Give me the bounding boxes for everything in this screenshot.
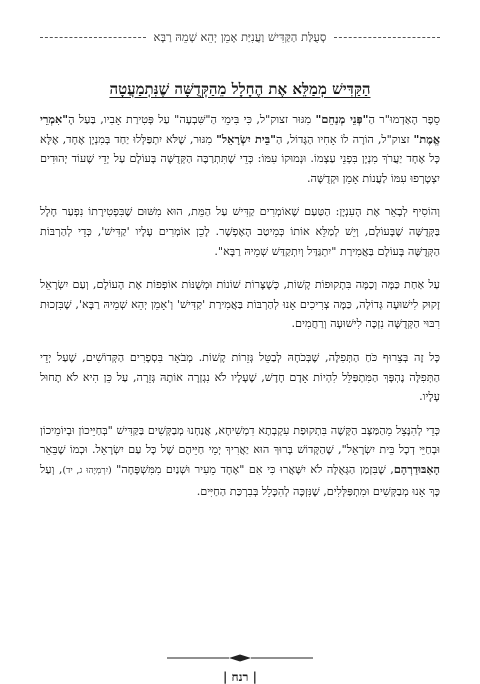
section-title: הַקַּדִּישׁ מְמַלֵּא אֶת הֶחָלָל מֵהַקְּדֻשָּׁה שֶׁנִּתְמַעֲטָה [109, 80, 371, 98]
p1-book-name-2: "אִמְרֵי אֱמֶת" [40, 112, 441, 146]
p1-text-1: סֵפֶר הָאַדְמוּ"ר הַ [368, 113, 440, 126]
running-head-text: סְעֻלַּת הַקַּדִּישׁ וַעֲנִיַּת אָמֵן יְהֵא שְׁמֵהּ רַבָּא [153, 30, 327, 44]
paragraph-2: וְהוֹסִיף לְבָאֵר אֶת הָעִנְיָן: הַטַּעַם שֶׁאוֹמְרִים קַדִּישׁ עַל הַמֵּת, הוּא מִשּׁוּם שֶׁבִּפְטִירָתוֹ נִפְעַר חָלָל בַּקְּדֻשָּׁה שֶׁבָּעוֹלָם, וְיֵשׁ לְמַלֵּא אוֹתוֹ כְּמֵיטַב הָאֶפְשָׁר. לָכֵן אוֹמְרִים עָלָיו 'קַדִּישׁ', כְּדֵי לְהַרְבּוֹת הַקְּדֻשָּׁה בָּעוֹלָם בַּאֲמִירַת "יִתְגַּדַּל וְיִתְקַדַּשׁ שְׁמֵיהּ רַבָּא". [40, 205, 440, 258]
paragraph-4: כָּל זֶה בְּצֵרוּף כֹּחַ הַתְּפִלָּה, שֶׁבְּכֹחָהּ לְבַטֵּל גְּזֵרוֹת קָשׁוֹת. מְבֹאָר בִּסְפָרִים הַקְּדוֹשִׁים, שֶׁעַל יְדֵי הַתְּפִלָּה נֶהְפָּךְ הַמִּתְפַּלֵּל לִהְיוֹת אָדָם חָדָשׁ, שֶׁעָלָיו לֹא נִגְזְרָה אוֹתָהּ גְּזֵרָה, עַל כֵּן הִיא לֹא תָחוּל עָלָיו. [40, 350, 440, 404]
p1-text-4: מִגּוּר, שֶׁלֹּא יִתְפַּלְּלוּ יַחַד בְּמִנְיָן אֶחָד, אֶלָּא כָּל אֶחָד יַעֲרֹךְ מִנְיָן בִּפְנֵי עַצְמוֹ. וּנְמוּקוֹ עִמּוֹ: כְּדֵי שֶׁתִּתְרַבֶּה הַקְּדֻשָּׁה בָּעוֹלָם עַל יְדֵי שֶׁעוֹד יְהוּדִים יִצְטָרְפוּ עִמּוֹ לַעֲנוֹת אָמֵן וּקְדֻשָּׁה. [40, 132, 440, 185]
running-head-rule-right [334, 37, 440, 38]
paragraph-5 [40, 421, 440, 501]
p1-text-3: זצוק"ל, הוֹרָה לוֹ אָחִיו הַגָּדוֹל, הַ [275, 132, 414, 146]
p5-text-2: , שֶׁבִּזְמַן הַגְּאֻלָּה לֹא יִשָּׁאֲרוּ כִּי אִם "אֶחָד מֵעִיר וּשְׁנַיִם מִמִּשְׁפָּחָה" [111, 462, 394, 476]
running-head-rule-left [40, 37, 146, 38]
body-text [40, 110, 440, 515]
p1-text-2: מִגּוּר זצוק"ל, כִּי בִּימֵי הַ"שִּׁבְעָה" עַל פְּטִירַת אָבִיו, בַּעַל הָ [68, 113, 316, 126]
p5-book-name: הָאַבּוּדַרְהָם [393, 461, 440, 476]
p1-book-name-1: "פְּנֵי מְנַחֵם" [315, 112, 369, 126]
p5-source-ref: (יִרְמְיָהוּ ג, יד) [62, 465, 112, 476]
page-number: | רנח | [223, 670, 257, 684]
running-head [40, 30, 440, 44]
p5-text-3: , וְעַל כָּךְ אָנוּ מְבַקְּשִׁים וּמִתְפַּלְּלִים, שֶׁנִּזְכֶּה לְהִכָּלֵל בְּבִרְכַּת הַחַיִּים. [40, 462, 440, 498]
divider-ornament [165, 653, 315, 663]
paragraph-1 [40, 110, 440, 188]
paragraph-3: עַל אַחַת כַּמָּה וְכַמָּה בִּתְקוּפוֹת קָשׁוֹת, כְּשֶׁצָּרוֹת שׁוֹנוֹת וּמְשֻׁנּוֹת אוֹפְפוֹת אֶת הָעוֹלָם, וְעַם יִשְׂרָאֵל זָקוּק לִישׁוּעָה גְּדוֹלָה, כַּמָּה צְרִיכִים אָנוּ לְהַרְבּוֹת בַּאֲמִירַת 'קַדִּישׁ' וְ'אָמֵן יְהֵא שְׁמֵיהּ רַבָּא', שֶׁבִּזְכוּת רִבּוּי הַקְּדֻשָּׁה נִזְכֶּה לִישׁוּעָה וְרַחֲמִים. [40, 278, 440, 331]
p5-text-1: כְּדֵי לְהִנָּצֵל מֵהַמַּצָּב הַקָּשֶׁה בִּתְקוּפַת עִקְבְתָא דִמְשִׁיחָא, אֲנַחְנוּ מְבַקְּשִׁים בַּקַּדִּישׁ "בְּחַיֵּיכוֹן וּבְיוֹמֵיכוֹן וּבְחַיֵּי דְכָל בֵּית יִשְׂרָאֵל", שֶׁהַקָּדוֹשׁ בָּרוּךְ הוּא יַאֲרִיךְ יְמֵי חַיֵּיהֶם שֶׁל כָּל עַם יִשְׂרָאֵל. וּכְמוֹ שֶׁבֵּאֵר [40, 423, 440, 457]
p1-book-name-3: "בֵּית יִשְׂרָאֵל" [216, 131, 276, 146]
